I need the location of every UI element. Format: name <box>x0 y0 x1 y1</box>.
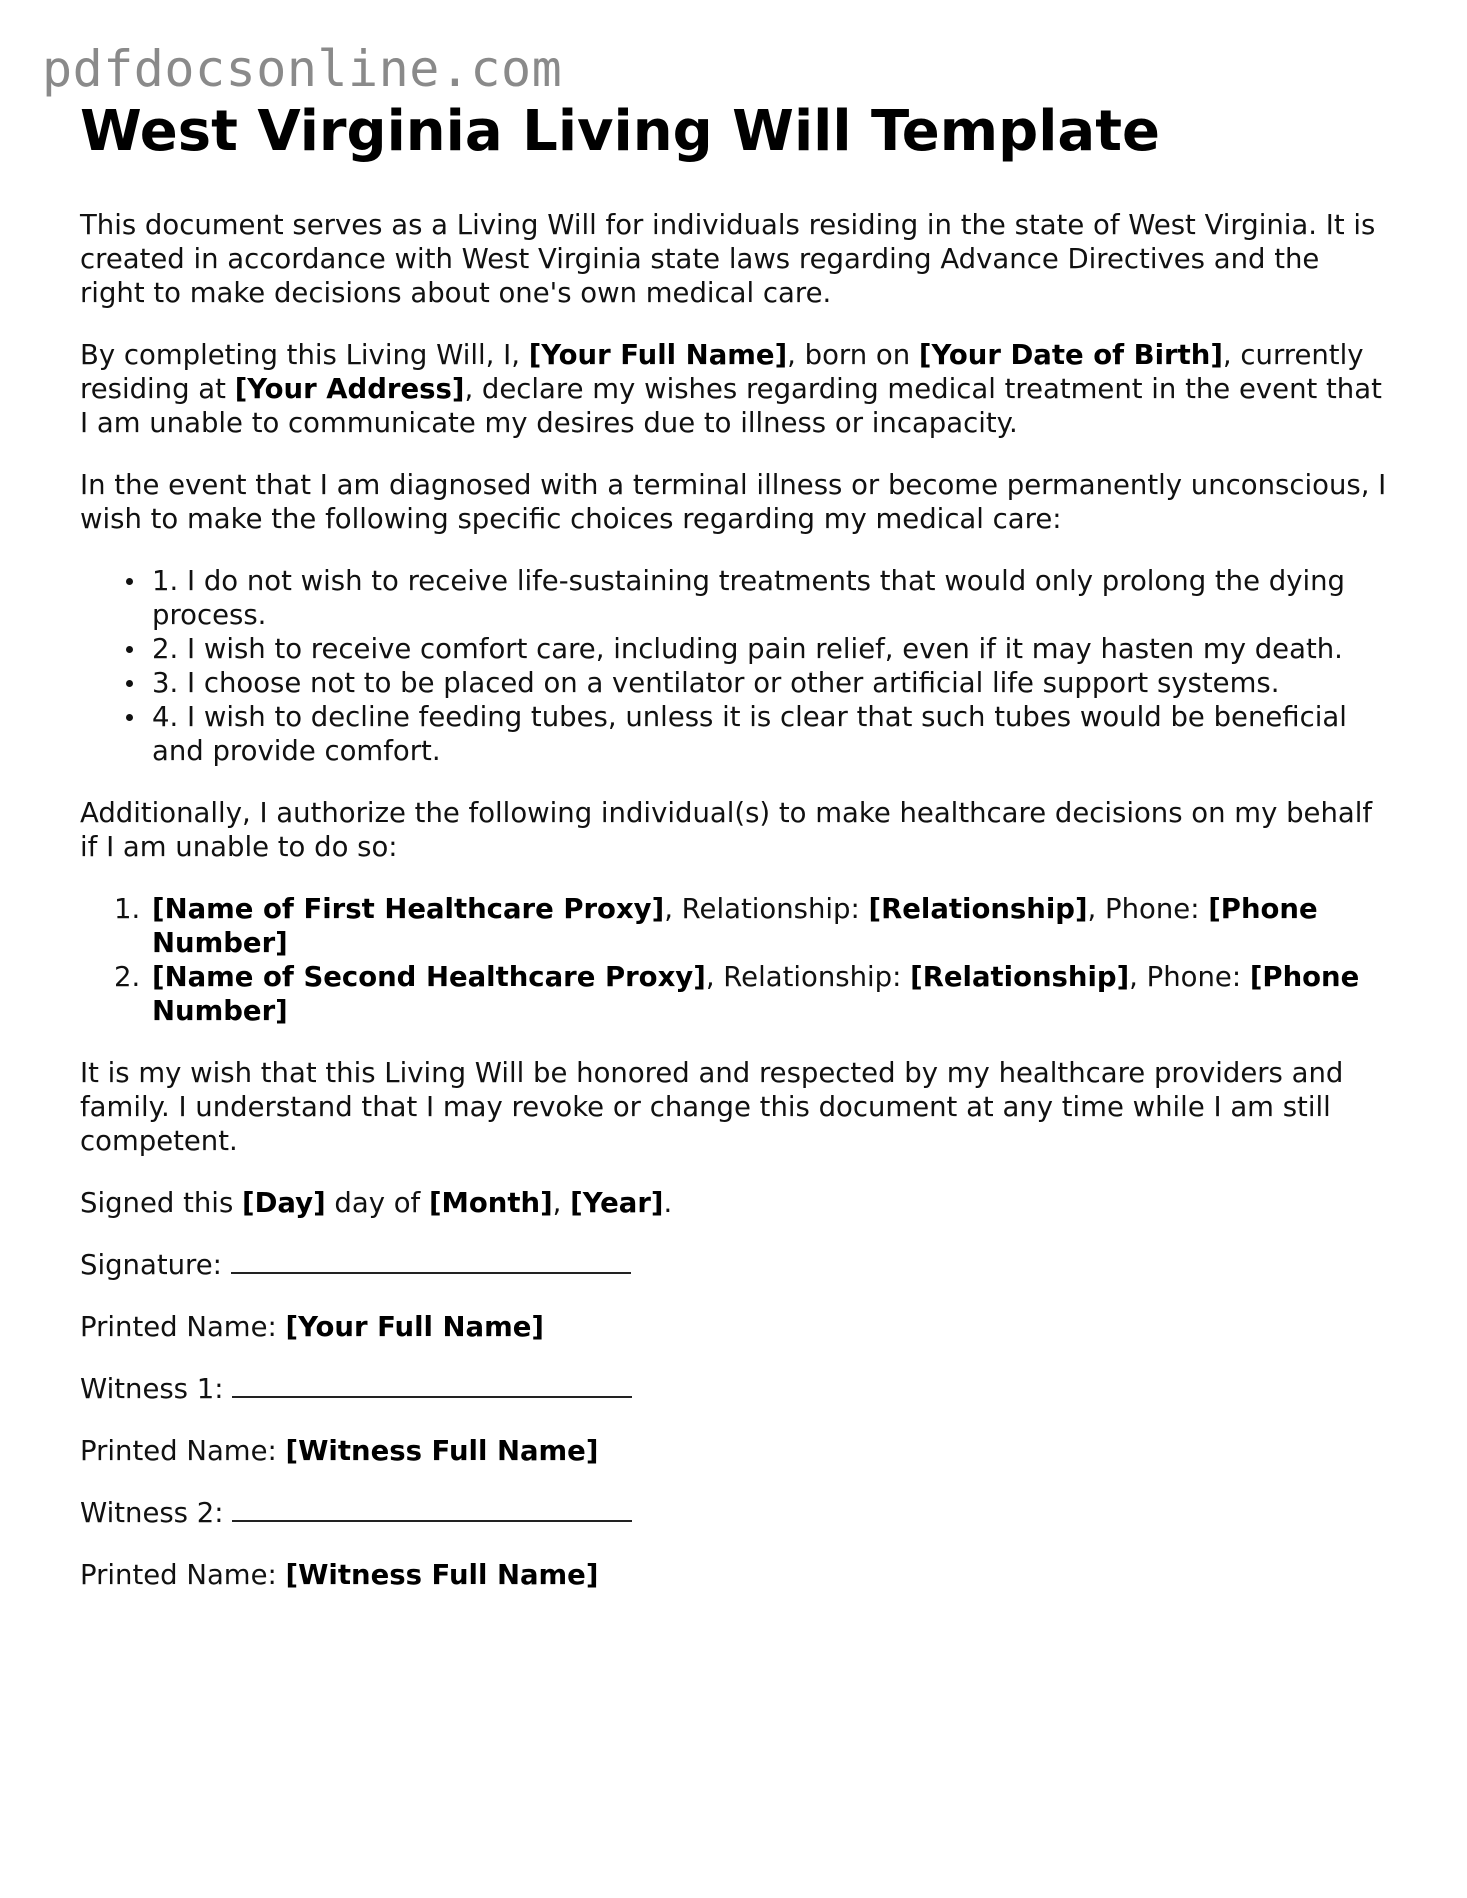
proxy-list <box>80 892 1390 1028</box>
proxy-name-placeholder: [Name of Second Healthcare Proxy] <box>152 961 706 994</box>
address-placeholder: [Your Address] <box>234 373 465 406</box>
phone-placeholder: [Phone Number] <box>152 961 1360 1028</box>
watermark: pdfdocsonline.com <box>42 40 563 98</box>
dob-placeholder: [Your Date of Birth] <box>918 339 1223 372</box>
proxy-item <box>114 892 1390 960</box>
choice-item: 4. I wish to decline feeding tubes, unless it is clear that such tubes would be beneficial and provide comfort. <box>152 700 1390 768</box>
declaration-text-2: , born on <box>787 339 919 372</box>
declaration-text-1: By completing this Living Will, I, <box>80 339 529 372</box>
signature-label: Signature: <box>80 1249 231 1282</box>
declaration-paragraph <box>80 338 1390 440</box>
signed-line <box>80 1186 1390 1220</box>
relationship-placeholder: [Relationship] <box>868 893 1088 926</box>
choices-intro: In the event that I am diagnosed with a terminal illness or become permanently unconscious, I wish to make the following specific choices regarding my medical care: <box>80 469 1387 536</box>
signed-text-3: , <box>552 1187 571 1220</box>
phone-label: , Phone: <box>1129 961 1250 994</box>
relationship-placeholder: [Relationship] <box>910 961 1130 994</box>
relationship-label: , Relationship: <box>705 961 911 994</box>
proxy-item <box>114 960 1390 1028</box>
signed-text-1: Signed this <box>80 1187 243 1220</box>
declaration-text-4: , declare my wishes regarding medical treatment in the event that I am unable to communicate my desires due to illness or incapacity. <box>80 373 1382 440</box>
phone-placeholder: [Phone Number] <box>152 893 1318 960</box>
witness2-printed-row <box>80 1558 1390 1592</box>
full-name-placeholder: [Your Full Name] <box>528 339 788 372</box>
witness1-printed-row <box>80 1434 1390 1468</box>
witness2-signature-line[interactable] <box>232 1496 632 1522</box>
printed-name-placeholder: [Your Full Name] <box>285 1311 544 1344</box>
witness1-label: Witness 1: <box>80 1373 233 1406</box>
signed-text-2: day of <box>325 1187 429 1220</box>
proxy-name-placeholder: [Name of First Healthcare Proxy] <box>152 893 665 926</box>
choice-item: 2. I wish to receive comfort care, including pain relief, even if it may hasten my death. <box>152 632 1390 666</box>
year-placeholder: [Year] <box>570 1187 664 1220</box>
printed-name-label: Printed Name: <box>80 1559 286 1592</box>
proxy-intro: Additionally, I authorize the following individual(s) to make healthcare decisions on my behalf if I am unable to do so: <box>80 797 1373 864</box>
document-title: West Virginia Living Will Template <box>80 99 1160 164</box>
phone-label: , Phone: <box>1087 893 1209 926</box>
day-placeholder: [Day] <box>242 1187 326 1220</box>
witness1-signature-line[interactable] <box>232 1372 632 1398</box>
choice-item: 1. I do not wish to receive life-sustaining treatments that would only prolong the dying process. <box>152 564 1390 632</box>
witness2-label: Witness 2: <box>80 1497 233 1530</box>
witness1-row <box>80 1372 1390 1406</box>
proxy-number: 1. <box>114 893 141 926</box>
choices-list <box>80 564 1390 768</box>
signature-line[interactable] <box>231 1248 631 1274</box>
proxy-number: 2. <box>114 961 141 994</box>
intro-paragraph: This document serves as a Living Will for individuals residing in the state of West Virginia. It is created in accordance with West Virginia state laws regarding Advance Directives and the right to make decisions about one's own medical care. <box>80 209 1376 310</box>
month-placeholder: [Month] <box>428 1187 553 1220</box>
witness1-name-placeholder: [Witness Full Name] <box>285 1435 599 1468</box>
honor-paragraph: It is my wish that this Living Will be honored and respected by my healthcare providers and family. I understand that I may revoke or change this document at any time while I am still competent. <box>80 1057 1344 1158</box>
witness2-name-placeholder: [Witness Full Name] <box>285 1559 599 1592</box>
declaration-text-3: , currently residing at <box>80 339 1364 406</box>
witness2-row <box>80 1496 1390 1530</box>
printed-name-row <box>80 1310 1390 1344</box>
printed-name-label: Printed Name: <box>80 1311 286 1344</box>
document-page <box>80 100 1390 1620</box>
relationship-label: , Relationship: <box>664 893 869 926</box>
choice-item: 3. I choose not to be placed on a ventilator or other artificial life support systems. <box>152 666 1390 700</box>
signature-row <box>80 1248 1390 1282</box>
printed-name-label: Printed Name: <box>80 1435 286 1468</box>
signed-text-4: . <box>663 1187 673 1220</box>
